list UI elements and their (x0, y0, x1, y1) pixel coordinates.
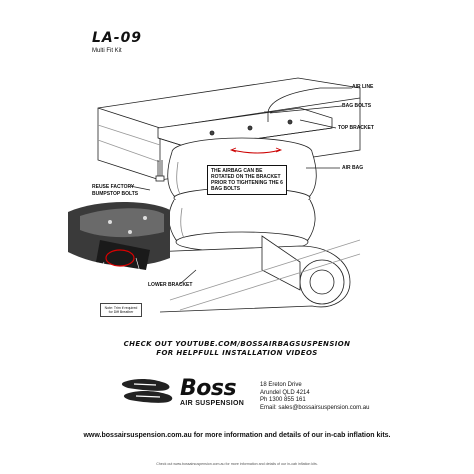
label-top-bracket: TOP BRACKET (338, 125, 374, 131)
promo-line-1: CHECK OUT YOUTUBE.COM/BOSSAIRBAGSUSPENSION (123, 340, 351, 348)
trim-note: Note: Trim if required for Diff Breather (100, 303, 142, 317)
label-air-bag: AIR BAG (342, 165, 364, 171)
model-title: LA-09 (92, 30, 143, 46)
label-bag-bolts: BAG BOLTS (342, 103, 372, 109)
promo-line-2: FOR HELPFULL INSTALLATION VIDEOS (156, 349, 318, 357)
website-line: www.bossairsuspension.com.au for more information and details of our in-cab inflation kits. (83, 432, 391, 439)
brand-name: Boss (180, 376, 237, 401)
brand-tagline: AIR SUSPENSION (180, 400, 245, 407)
address-line-1: 18 Ereton Drive (260, 382, 302, 388)
label-air-line: AIR LINE (352, 84, 374, 90)
contact-block (260, 382, 369, 412)
phone: Ph 1300 855 161 (260, 397, 306, 403)
air-bag-drawing (168, 138, 317, 252)
label-lower-bracket: LOWER BRACKET (148, 282, 193, 288)
rotation-warning-box: THE AIRBAG CAN BE ROTATED ON THE BRACKET PRIOR TO TIGHTENING THE 6 BAG BOLTS (207, 165, 287, 195)
label-reuse-bolts-line1: REUSE FACTORY (92, 184, 135, 190)
boss-logo-icon (120, 376, 176, 410)
kit-subtitle: Multi Fit Kit (92, 48, 122, 54)
email: Email: sales@bossairsuspension.com.au (260, 404, 370, 411)
label-reuse-bolts-line2: BUMPSTOP BOLTS (92, 191, 139, 197)
footer-note: Check out www.bossairsuspension.com.au for more information and details of our in-cab inflation kits. (156, 462, 318, 466)
address-line-2: Arundel QLD 4214 (260, 389, 310, 396)
